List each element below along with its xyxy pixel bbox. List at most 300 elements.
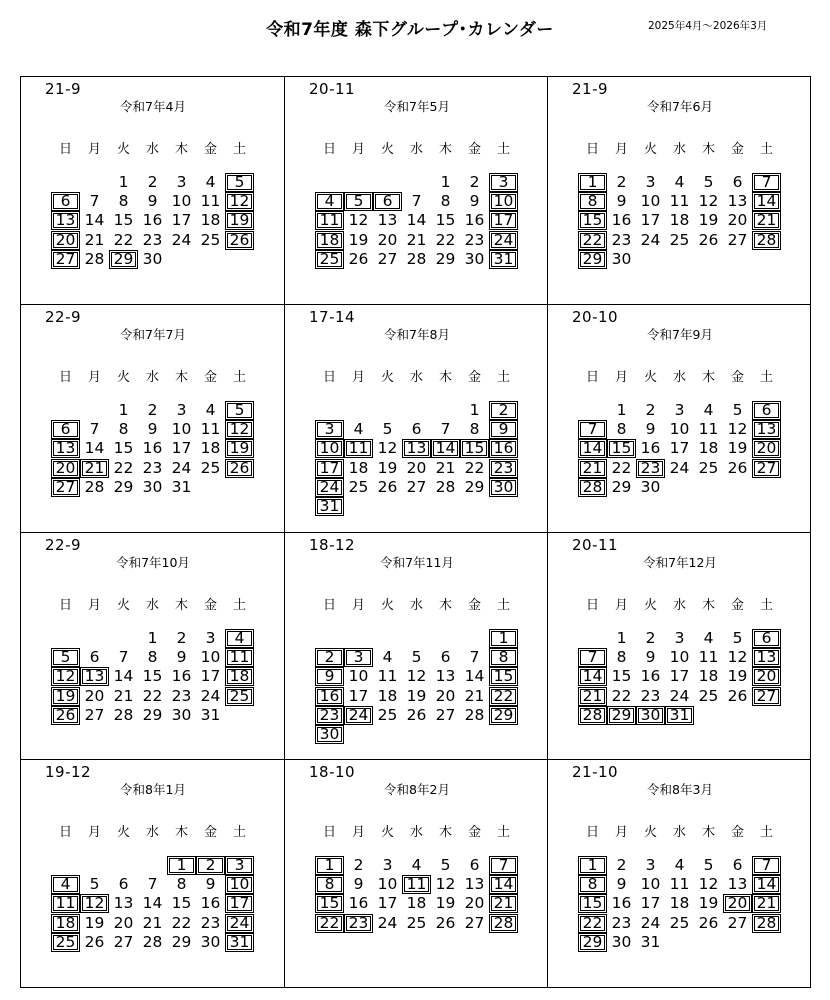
work-date: 30 — [611, 249, 632, 268]
holiday-date: 29 — [607, 706, 636, 725]
weekday-header: 木 — [438, 370, 452, 385]
holiday-date: 28 — [752, 914, 781, 933]
work-date: 26 — [348, 249, 369, 268]
work-date: 23 — [142, 458, 163, 477]
work-date: 27 — [84, 705, 105, 724]
month-calendar — [285, 760, 549, 988]
holiday-date: 14 — [578, 667, 607, 686]
work-date: 23 — [142, 230, 163, 249]
holiday-date: 13 — [402, 439, 431, 458]
holiday-date: 28 — [489, 914, 518, 933]
holiday-date: 16 — [489, 439, 518, 458]
holiday-date: 19 — [51, 687, 80, 706]
holiday-date: 26 — [51, 706, 80, 725]
work-date: 12 — [698, 192, 719, 211]
weekday-header: 月 — [87, 142, 101, 157]
work-date: 7 — [440, 420, 451, 439]
work-date: 16 — [200, 894, 221, 913]
holiday-date: 31 — [315, 497, 344, 516]
holiday-date: 26 — [225, 459, 254, 478]
holiday-date: 18 — [225, 667, 254, 686]
weekday-header: 日 — [322, 142, 336, 157]
calendar-title: 令和7年度 森下グループ･カレンダー — [266, 20, 554, 40]
work-date: 25 — [698, 686, 719, 705]
holiday-date: 27 — [752, 687, 781, 706]
holiday-date: 14 — [431, 439, 460, 458]
work-date: 4 — [382, 648, 393, 667]
month-calendar — [548, 305, 812, 533]
work-date: 9 — [176, 648, 187, 667]
work-date: 26 — [727, 686, 748, 705]
holiday-date: 14 — [752, 192, 781, 211]
work-date: 5 — [382, 420, 393, 439]
work-date: 18 — [669, 894, 690, 913]
holiday-date: 10 — [489, 192, 518, 211]
weekday-header: 火 — [380, 825, 394, 840]
work-date: 28 — [464, 705, 485, 724]
work-date: 4 — [703, 401, 714, 419]
weekday-header: 木 — [438, 825, 452, 840]
work-date: 9 — [645, 648, 656, 667]
weekday-header: 水 — [672, 825, 686, 840]
work-date: 29 — [464, 477, 485, 496]
holiday-date: 6 — [752, 629, 781, 648]
weekday-header: 月 — [351, 142, 365, 157]
work-date: 11 — [698, 420, 719, 439]
work-date: 24 — [669, 458, 690, 477]
work-date: 4 — [674, 173, 685, 191]
work-date: 21 — [84, 230, 105, 249]
month-title: 令和7年7月 — [120, 327, 186, 342]
holiday-date: 19 — [225, 211, 254, 230]
weekday-header: 水 — [145, 370, 159, 385]
holiday-date: 3 — [489, 173, 518, 192]
weekday-header: 土 — [496, 142, 510, 157]
month-title: 令和8年3月 — [647, 782, 713, 797]
work-date: 17 — [640, 211, 661, 230]
weekday-header: 火 — [116, 825, 130, 840]
holiday-date: 16 — [315, 687, 344, 706]
work-date: 10 — [377, 875, 398, 894]
holiday-date: 29 — [578, 250, 607, 269]
month-title: 令和7年6月 — [647, 99, 713, 114]
work-date: 31 — [171, 477, 192, 496]
weekday-header: 火 — [643, 142, 657, 157]
holiday-date: 15 — [607, 439, 636, 458]
holiday-date: 1 — [489, 629, 518, 648]
weekday-header: 土 — [232, 142, 246, 157]
work-date: 25 — [406, 913, 427, 932]
work-date: 25 — [669, 230, 690, 249]
work-date: 18 — [348, 458, 369, 477]
weekday-header: 日 — [58, 370, 72, 385]
work-date: 16 — [611, 211, 632, 230]
work-date: 11 — [200, 192, 221, 211]
work-date: 9 — [616, 192, 627, 211]
work-date: 5 — [703, 856, 714, 874]
work-date: 3 — [674, 629, 685, 647]
work-date: 10 — [200, 648, 221, 667]
holiday-date: 6 — [373, 192, 402, 211]
holiday-date: 31 — [225, 933, 254, 952]
work-date: 17 — [669, 439, 690, 458]
work-date: 1 — [147, 629, 158, 647]
work-date: 3 — [176, 401, 187, 419]
holiday-date: 13 — [752, 420, 781, 439]
work-date: 22 — [611, 686, 632, 705]
weekday-header: 金 — [467, 598, 481, 613]
holiday-date: 14 — [752, 875, 781, 894]
work-date: 28 — [84, 249, 105, 268]
work-date: 28 — [435, 477, 456, 496]
weekday-header: 火 — [643, 825, 657, 840]
work-date: 27 — [113, 932, 134, 951]
work-date: 20 — [377, 230, 398, 249]
holiday-date: 20 — [723, 894, 752, 913]
month-title: 令和7年5月 — [384, 99, 450, 114]
work-date: 21 — [406, 230, 427, 249]
holiday-date: 23 — [636, 459, 665, 478]
work-date: 9 — [147, 192, 158, 211]
month-title: 令和7年10月 — [116, 555, 190, 570]
work-date: 11 — [200, 420, 221, 439]
work-date: 6 — [732, 856, 743, 874]
work-date: 4 — [353, 420, 364, 439]
work-date: 18 — [698, 439, 719, 458]
holiday-date: 29 — [489, 706, 518, 725]
work-date: 15 — [142, 667, 163, 686]
work-date: 9 — [353, 875, 364, 894]
work-date: 17 — [200, 667, 221, 686]
weekday-header: 月 — [87, 825, 101, 840]
holiday-date: 8 — [315, 875, 344, 894]
work-date: 10 — [171, 192, 192, 211]
work-date: 2 — [616, 173, 627, 191]
work-date: 8 — [616, 420, 627, 439]
holiday-date: 30 — [315, 725, 344, 744]
weekday-header: 火 — [643, 370, 657, 385]
weekday-header: 日 — [322, 598, 336, 613]
holiday-date: 11 — [51, 894, 80, 913]
work-date: 25 — [200, 458, 221, 477]
holiday-date: 22 — [489, 687, 518, 706]
work-date: 12 — [348, 211, 369, 230]
work-date: 17 — [377, 894, 398, 913]
holiday-date: 7 — [752, 173, 781, 192]
holiday-date: 11 — [315, 211, 344, 230]
work-date: 16 — [640, 439, 661, 458]
holiday-date: 21 — [578, 687, 607, 706]
work-date: 14 — [142, 894, 163, 913]
holiday-date: 20 — [752, 439, 781, 458]
work-date: 14 — [406, 211, 427, 230]
calendar-grid — [20, 76, 811, 988]
work-date: 30 — [464, 249, 485, 268]
holiday-date: 23 — [344, 914, 373, 933]
holiday-date: 5 — [344, 192, 373, 211]
work-date: 7 — [89, 420, 100, 439]
work-date: 14 — [84, 211, 105, 230]
month-calendar — [21, 305, 285, 533]
holiday-date: 25 — [315, 250, 344, 269]
work-date: 26 — [406, 705, 427, 724]
work-date: 25 — [348, 477, 369, 496]
weekday-header: 金 — [730, 598, 744, 613]
work-date: 16 — [142, 439, 163, 458]
work-date: 2 — [645, 401, 656, 419]
work-date: 22 — [464, 458, 485, 477]
work-date: 28 — [84, 477, 105, 496]
work-date: 22 — [142, 686, 163, 705]
work-date: 17 — [171, 439, 192, 458]
work-date: 23 — [200, 913, 221, 932]
month-calendar — [21, 533, 285, 761]
holiday-date: 12 — [225, 420, 254, 439]
weekday-header: 火 — [380, 598, 394, 613]
weekday-header: 月 — [614, 598, 628, 613]
holiday-date: 11 — [225, 648, 254, 667]
work-date: 1 — [469, 401, 480, 419]
holiday-date: 23 — [489, 459, 518, 478]
weekday-header: 土 — [759, 142, 773, 157]
weekday-header: 火 — [643, 598, 657, 613]
holiday-date: 8 — [489, 648, 518, 667]
holiday-date: 6 — [752, 401, 781, 420]
weekday-header: 木 — [701, 598, 715, 613]
work-date: 25 — [698, 458, 719, 477]
work-date: 5 — [89, 875, 100, 894]
work-date: 14 — [84, 439, 105, 458]
work-date: 4 — [205, 401, 216, 419]
working-holiday-count: 17-14 — [309, 308, 356, 326]
weekday-header: 水 — [145, 142, 159, 157]
holiday-date: 30 — [636, 706, 665, 725]
holiday-date: 7 — [752, 856, 781, 875]
weekday-header: 金 — [730, 142, 744, 157]
holiday-date: 27 — [51, 478, 80, 497]
weekday-header: 日 — [585, 370, 599, 385]
work-date: 5 — [440, 856, 451, 874]
work-date: 5 — [703, 173, 714, 191]
holiday-date: 24 — [489, 231, 518, 250]
weekday-header: 木 — [438, 142, 452, 157]
work-date: 9 — [205, 875, 216, 894]
work-date: 19 — [698, 894, 719, 913]
holiday-date: 14 — [578, 439, 607, 458]
holiday-date: 21 — [752, 211, 781, 230]
work-date: 16 — [611, 894, 632, 913]
work-date: 9 — [469, 192, 480, 211]
work-date: 31 — [640, 932, 661, 951]
month-calendar — [21, 760, 285, 988]
weekday-header: 土 — [232, 370, 246, 385]
weekday-header: 日 — [322, 370, 336, 385]
work-date: 8 — [147, 648, 158, 667]
work-date: 13 — [377, 211, 398, 230]
work-date: 24 — [171, 458, 192, 477]
work-date: 15 — [113, 211, 134, 230]
weekday-header: 月 — [614, 142, 628, 157]
holiday-date: 13 — [80, 667, 109, 686]
work-date: 18 — [669, 211, 690, 230]
weekday-header: 木 — [701, 825, 715, 840]
weekday-header: 木 — [701, 142, 715, 157]
work-date: 6 — [732, 173, 743, 191]
holiday-date: 15 — [489, 667, 518, 686]
weekday-header: 土 — [232, 825, 246, 840]
work-date: 27 — [435, 705, 456, 724]
holiday-date: 19 — [225, 439, 254, 458]
holiday-date: 28 — [752, 231, 781, 250]
working-holiday-count: 20-10 — [572, 308, 619, 326]
weekday-header: 日 — [585, 142, 599, 157]
work-date: 6 — [89, 648, 100, 667]
weekday-header: 水 — [672, 598, 686, 613]
month-calendar — [21, 77, 285, 305]
weekday-header: 水 — [409, 598, 423, 613]
work-date: 30 — [611, 932, 632, 951]
work-date: 8 — [469, 420, 480, 439]
work-date: 11 — [377, 667, 398, 686]
work-date: 27 — [406, 477, 427, 496]
holiday-date: 31 — [665, 706, 694, 725]
work-date: 10 — [669, 420, 690, 439]
work-date: 12 — [435, 875, 456, 894]
holiday-date: 2 — [489, 401, 518, 420]
work-date: 17 — [348, 686, 369, 705]
work-date: 3 — [205, 629, 216, 647]
work-date: 9 — [645, 420, 656, 439]
work-date: 2 — [147, 173, 158, 191]
holiday-date: 6 — [51, 420, 80, 439]
work-date: 23 — [640, 686, 661, 705]
holiday-date: 7 — [489, 856, 518, 875]
holiday-date: 28 — [578, 478, 607, 497]
weekday-header: 土 — [496, 598, 510, 613]
month-title: 令和7年11月 — [380, 555, 454, 570]
holiday-date: 22 — [578, 914, 607, 933]
weekday-header: 月 — [614, 370, 628, 385]
work-date: 3 — [176, 173, 187, 191]
work-date: 27 — [377, 249, 398, 268]
work-date: 13 — [435, 667, 456, 686]
holiday-date: 21 — [489, 894, 518, 913]
work-date: 12 — [406, 667, 427, 686]
weekday-header: 土 — [232, 598, 246, 613]
weekday-header: 火 — [116, 142, 130, 157]
weekday-header: 金 — [730, 825, 744, 840]
weekday-header: 日 — [58, 825, 72, 840]
weekday-header: 金 — [203, 142, 217, 157]
work-date: 19 — [698, 211, 719, 230]
weekday-header: 水 — [409, 142, 423, 157]
holiday-date: 10 — [315, 439, 344, 458]
work-date: 5 — [411, 648, 422, 667]
weekday-header: 土 — [759, 370, 773, 385]
work-date: 26 — [84, 932, 105, 951]
working-holiday-count: 18-10 — [309, 763, 356, 781]
month-title: 令和7年4月 — [120, 99, 186, 114]
holiday-date: 15 — [578, 211, 607, 230]
work-date: 15 — [611, 667, 632, 686]
work-date: 20 — [727, 211, 748, 230]
holiday-date: 13 — [51, 439, 80, 458]
holiday-date: 14 — [489, 875, 518, 894]
work-date: 1 — [616, 629, 627, 647]
month-title: 令和7年9月 — [647, 327, 713, 342]
holiday-date: 31 — [489, 250, 518, 269]
holiday-date: 8 — [578, 875, 607, 894]
work-date: 26 — [727, 458, 748, 477]
work-date: 24 — [377, 913, 398, 932]
work-date: 22 — [171, 913, 192, 932]
weekday-header: 水 — [145, 598, 159, 613]
month-title: 令和8年1月 — [120, 782, 186, 797]
holiday-date: 11 — [402, 875, 431, 894]
holiday-date: 27 — [51, 250, 80, 269]
work-date: 3 — [645, 856, 656, 874]
working-holiday-count: 19-12 — [45, 763, 92, 781]
work-date: 2 — [147, 401, 158, 419]
work-date: 25 — [200, 230, 221, 249]
holiday-date: 1 — [167, 856, 196, 875]
holiday-date: 24 — [315, 478, 344, 497]
work-date: 9 — [616, 875, 627, 894]
weekday-header: 日 — [585, 598, 599, 613]
work-date: 2 — [176, 629, 187, 647]
holiday-date: 21 — [752, 894, 781, 913]
working-holiday-count: 20-11 — [309, 80, 356, 98]
work-date: 2 — [645, 629, 656, 647]
work-date: 16 — [171, 667, 192, 686]
work-date: 3 — [645, 173, 656, 191]
work-date: 11 — [669, 192, 690, 211]
work-date: 19 — [727, 667, 748, 686]
work-date: 23 — [611, 913, 632, 932]
weekday-header: 木 — [174, 370, 188, 385]
work-date: 23 — [464, 230, 485, 249]
work-date: 4 — [411, 856, 422, 874]
weekday-header: 金 — [203, 825, 217, 840]
work-date: 29 — [171, 932, 192, 951]
work-date: 20 — [406, 458, 427, 477]
holiday-date: 15 — [460, 439, 489, 458]
holiday-date: 13 — [51, 211, 80, 230]
holiday-date: 28 — [578, 706, 607, 725]
work-date: 27 — [464, 913, 485, 932]
work-date: 6 — [440, 648, 451, 667]
holiday-date: 21 — [578, 459, 607, 478]
work-date: 21 — [142, 913, 163, 932]
work-date: 7 — [469, 648, 480, 667]
work-date: 19 — [377, 458, 398, 477]
work-date: 3 — [674, 401, 685, 419]
work-date: 7 — [118, 648, 129, 667]
work-date: 15 — [435, 211, 456, 230]
work-date: 12 — [727, 648, 748, 667]
holiday-date: 15 — [578, 894, 607, 913]
work-date: 2 — [469, 173, 480, 191]
month-title: 令和7年8月 — [384, 327, 450, 342]
work-date: 18 — [200, 439, 221, 458]
holiday-date: 9 — [489, 420, 518, 439]
work-date: 28 — [142, 932, 163, 951]
work-date: 13 — [464, 875, 485, 894]
work-date: 16 — [464, 211, 485, 230]
weekday-header: 月 — [351, 825, 365, 840]
month-calendar — [548, 77, 812, 305]
weekday-header: 月 — [614, 825, 628, 840]
